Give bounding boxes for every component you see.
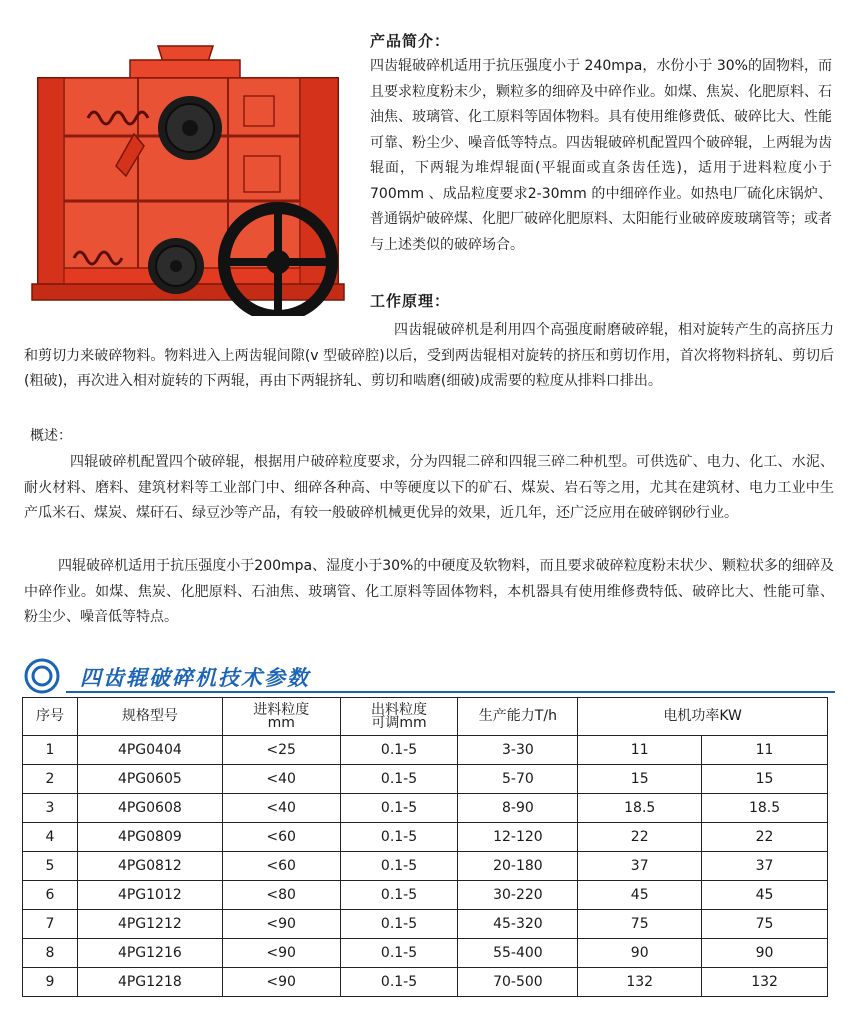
cell-feed: <90	[222, 968, 340, 997]
cell-power-2: 75	[702, 910, 828, 939]
table-row	[23, 823, 828, 852]
cell-output: 0.1-5	[340, 736, 458, 765]
cell-no: 6	[23, 881, 78, 910]
cell-no: 5	[23, 852, 78, 881]
table-row	[23, 765, 828, 794]
intro-text: 四齿辊破碎机适用于抗压强度小于 240mpa，水份小于 30%的固物料，而且要求粒度粉末少，颗粒多的细碎及中碎作业。如煤、焦炭、化肥原料、石油焦、玻璃管、化工原料等固体物料。具有使用维修费低、破碎比大、性能可靠、粉尘少、噪音低等特点。四齿辊破碎机配置四个破碎辊，上两辊为齿辊面，下两辊为堆焊辊面(平辊面或直条齿任选)，适用于进料粒度小于700mm 、成品粒度要求2-30mm 的中细碎作业。如热电厂硫化床锅炉、普通锅炉破碎煤、化肥厂破碎化肥原料、太阳能行业破碎废玻璃管等；或者与上述类似的破碎场合。	[370, 58, 832, 253]
cell-power-2: 11	[702, 736, 828, 765]
principle-text: 四齿辊破碎机是利用四个高强度耐磨破碎辊，相对旋转产生的高挤压力和剪切力来破碎物料。物料进入上两齿辊间隙(v 型破碎腔)以后，受到两齿辊相对旋转的挤压和剪切作用，首次将物料挤轧、剪切后(粗破)，再次进入相对旋转的下两辊，再由下两辊挤轧、剪切和啮磨(细破)成需要的粒度从排料口排出。	[24, 322, 834, 389]
cell-feed: <40	[222, 765, 340, 794]
cell-output: 0.1-5	[340, 881, 458, 910]
cell-output: 0.1-5	[340, 794, 458, 823]
cell-power-1: 18.5	[578, 794, 702, 823]
cell-capacity: 5-70	[458, 765, 578, 794]
overview-heading: 概述：	[30, 428, 72, 444]
cell-feed: <40	[222, 794, 340, 823]
cell-power-1: 45	[578, 881, 702, 910]
header-output-line1: 出料粒度	[371, 701, 428, 718]
table-title: 四齿辊破碎机技术参数	[80, 666, 310, 690]
cell-feed: <90	[222, 910, 340, 939]
cell-capacity: 8-90	[458, 794, 578, 823]
header-no: 序号	[23, 698, 78, 736]
cell-model: 4PG1218	[77, 968, 222, 997]
cell-power-2: 45	[702, 881, 828, 910]
cell-feed: <25	[222, 736, 340, 765]
cell-power-1: 15	[578, 765, 702, 794]
cell-output: 0.1-5	[340, 823, 458, 852]
cell-output: 0.1-5	[340, 939, 458, 968]
cell-capacity: 30-220	[458, 881, 578, 910]
table-row	[23, 794, 828, 823]
cell-no: 1	[23, 736, 78, 765]
cell-no: 4	[23, 823, 78, 852]
cell-power-2: 15	[702, 765, 828, 794]
cell-feed: <60	[222, 852, 340, 881]
table-row	[23, 852, 828, 881]
cell-capacity: 3-30	[458, 736, 578, 765]
header-output-size	[340, 698, 458, 736]
header-model: 规格型号	[77, 698, 222, 736]
cell-power-2: 22	[702, 823, 828, 852]
cell-capacity: 20-180	[458, 852, 578, 881]
table-row	[23, 939, 828, 968]
cell-power-1: 22	[578, 823, 702, 852]
spec-table	[22, 697, 828, 997]
overview-paragraph-1: 四辊破碎机配置四个破碎辊，根据用户破碎粒度要求，分为四辊二碎和四辊三碎二种机型。可供选矿、电力、化工、水泥、耐火材料、磨料、建筑材料等工业部门中、细碎各种高、中等硬度以下的矿石、煤炭、岩石等之用，尤其在建筑材、电力工业中生产瓜米石、煤炭、煤矸石、绿豆沙等产品，有较一般破碎机械更优异的效果，近几年，还广泛应用在破碎钢砂行业。	[24, 454, 834, 521]
cell-model: 4PG1012	[77, 881, 222, 910]
overview-paragraph-2: 四辊破碎机适用于抗压强度小于200mpa、湿度小于30%的中硬度及软物料，而且要求破碎粒度粉末状少、颗粒状多的细碎及中碎作业。如煤、焦炭、化肥原料、石油焦、玻璃管、化工原料等固体物料，本机器具有使用维修费特低、破碎比大、性能可靠、粉尘少、噪音低等特点。	[24, 558, 834, 625]
cell-model: 4PG0809	[77, 823, 222, 852]
cell-power-1: 75	[578, 910, 702, 939]
cell-model: 4PG0605	[77, 765, 222, 794]
cell-power-1: 90	[578, 939, 702, 968]
cell-model: 4PG0404	[77, 736, 222, 765]
table-row	[23, 968, 828, 997]
cell-model: 4PG1212	[77, 910, 222, 939]
cell-model: 4PG1216	[77, 939, 222, 968]
cell-power-1: 11	[578, 736, 702, 765]
header-output-line2: 可调mm	[371, 714, 427, 731]
cell-capacity: 70-500	[458, 968, 578, 997]
cell-no: 7	[23, 910, 78, 939]
cell-power-1: 37	[578, 852, 702, 881]
cell-feed: <90	[222, 939, 340, 968]
header-feed-line1: 进料粒度	[253, 701, 310, 718]
table-row	[23, 736, 828, 765]
cell-capacity: 55-400	[458, 939, 578, 968]
header-feed-size	[222, 698, 340, 736]
cell-capacity: 12-120	[458, 823, 578, 852]
cell-model: 4PG0608	[77, 794, 222, 823]
header-motor-power: 电机功率KW	[578, 698, 828, 736]
table-row	[23, 881, 828, 910]
header-feed-line2: mm	[267, 714, 295, 731]
cell-power-2: 37	[702, 852, 828, 881]
four-roll-crusher-image	[18, 26, 348, 316]
cell-no: 3	[23, 794, 78, 823]
cell-model: 4PG0812	[77, 852, 222, 881]
cell-no: 8	[23, 939, 78, 968]
cell-power-2: 90	[702, 939, 828, 968]
cell-output: 0.1-5	[340, 910, 458, 939]
cell-power-2: 132	[702, 968, 828, 997]
cell-output: 0.1-5	[340, 968, 458, 997]
cell-feed: <60	[222, 823, 340, 852]
cell-capacity: 45-320	[458, 910, 578, 939]
cell-output: 0.1-5	[340, 852, 458, 881]
cell-output: 0.1-5	[340, 765, 458, 794]
cell-power-2: 18.5	[702, 794, 828, 823]
intro-heading: 产品简介：	[370, 32, 451, 50]
cell-no: 2	[23, 765, 78, 794]
cell-feed: <80	[222, 881, 340, 910]
table-header-row	[23, 698, 828, 736]
principle-heading: 工作原理：	[370, 292, 451, 310]
cell-power-1: 132	[578, 968, 702, 997]
header-capacity: 生产能力T/h	[458, 698, 578, 736]
cell-no: 9	[23, 968, 78, 997]
table-row	[23, 910, 828, 939]
